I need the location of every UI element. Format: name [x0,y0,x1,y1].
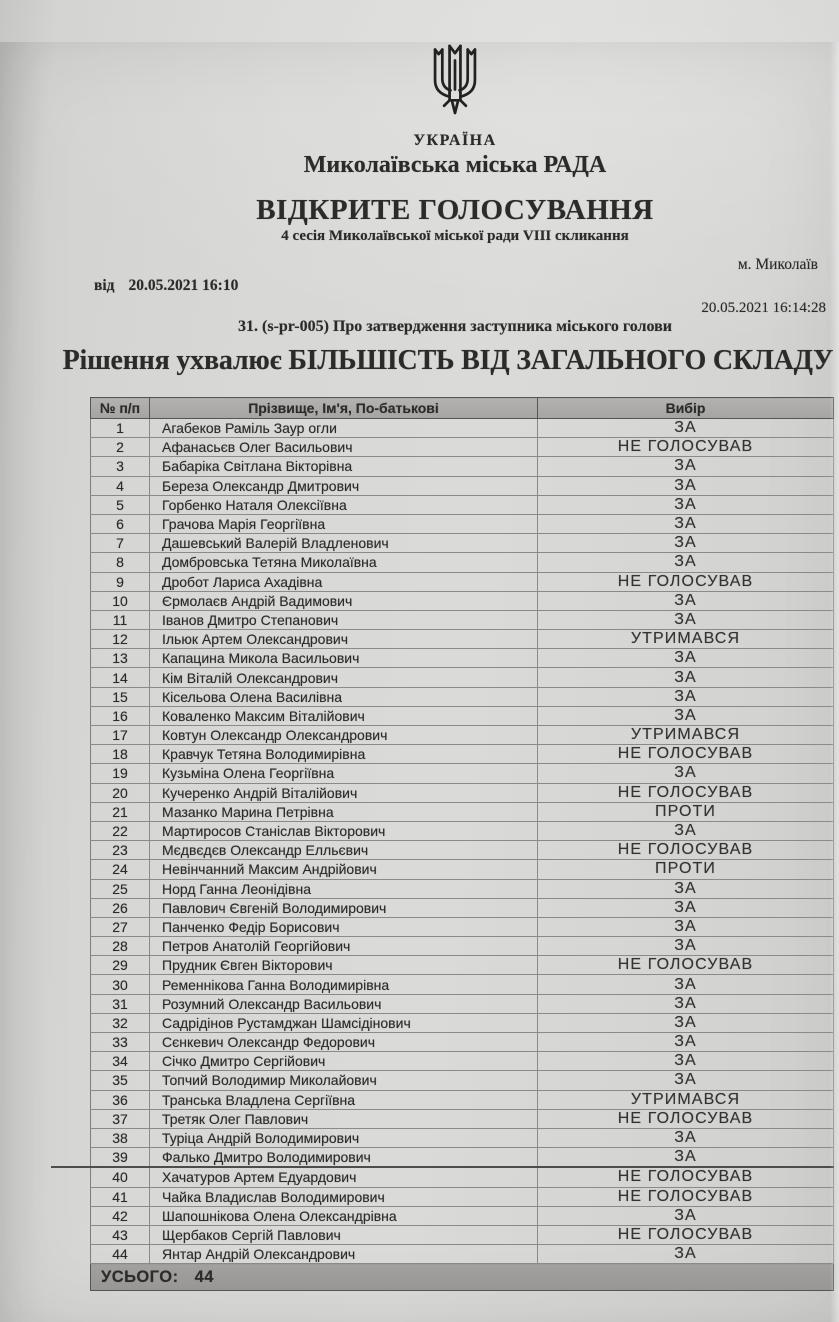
row-number: 9 [91,572,150,591]
table-row [91,726,834,745]
deputy-name: Шапошнікова Олена Олександрівна [150,1206,538,1225]
ukraine-trident-emblem [76,42,834,128]
scanned-document [0,42,839,1322]
deputy-name: Павлович Євгеній Володимирович [150,898,538,917]
vote-value: НЕ ГОЛОСУВАВ [538,783,834,802]
table-row [91,649,834,668]
deputy-name: Петров Анатолій Георгійович [150,937,538,956]
vote-value: УТРИМАВСЯ [538,1090,834,1109]
row-number: 31 [91,994,150,1013]
col-header-name: Прізвище, Ім'я, По-батькові [150,398,538,419]
table-row [91,956,834,975]
deputy-name: Іванов Дмитро Степанович [150,610,538,629]
deputy-name: Фалько Дмитро Володимирович [150,1148,538,1168]
deputy-name: Кісельова Олена Василівна [150,687,538,706]
deputy-name: Кім Віталій Олександрович [150,668,538,687]
row-number: 1 [91,419,150,438]
council-name: Миколаївська міська РАДА [303,152,607,178]
deputy-name: Транська Владлена Сергіївна [150,1090,538,1109]
deputy-name: Дашевський Валерій Владленович [150,534,538,553]
table-row [91,1148,834,1168]
deputy-name: Сєнкевич Олександр Федорович [150,1033,538,1052]
table-row [91,438,834,457]
deputy-name: Норд Ганна Леонідівна [150,879,538,898]
vote-value: НЕ ГОЛОСУВАВ [538,745,834,764]
deputy-name: Афанасьєв Олег Васильович [150,438,538,457]
row-number: 4 [91,476,150,495]
vote-value: ЗА [538,937,834,956]
vote-value: ЗА [538,1071,834,1090]
table-row [91,457,834,476]
row-number: 11 [91,610,150,629]
row-number: 18 [91,745,150,764]
table-row [91,591,834,610]
table-row [91,860,834,879]
row-number: 41 [91,1187,150,1206]
row-number: 29 [91,956,150,975]
vote-value: ЗА [538,1245,834,1264]
row-number: 43 [91,1225,150,1244]
deputy-name: Горбенко Наталя Олексіївна [150,495,538,514]
deputy-name: Панченко Федір Борисович [150,917,538,936]
row-number: 23 [91,841,150,860]
row-number: 7 [91,534,150,553]
row-number: 32 [91,1013,150,1032]
vote-value: ЗА [538,495,834,514]
city-label: м. Миколаїв [737,256,818,273]
deputy-name: Розумний Олександр Васильович [150,994,538,1013]
row-number: 24 [91,860,150,879]
vote-value: ЗА [538,553,834,572]
row-number: 36 [91,1090,150,1109]
deputy-name: Коваленко Максим Віталійович [150,706,538,725]
table-row [91,1052,834,1071]
vote-type-title: ВІДКРИТЕ ГОЛОСУВАННЯ [256,194,654,226]
from-label: від [94,277,115,294]
vote-value: ЗА [538,514,834,533]
row-number: 39 [91,1148,150,1168]
row-number: 35 [91,1071,150,1090]
table-row [91,917,834,936]
vote-value: ЗА [538,649,834,668]
row-number: 13 [91,649,150,668]
row-number: 3 [91,457,150,476]
row-number: 14 [91,668,150,687]
total-row [91,1264,834,1291]
table-row [91,802,834,821]
from-datetime: 20.05.2021 16:10 [128,277,239,294]
table-row [91,419,834,438]
deputy-name: Невінчанний Максим Андрійович [150,860,538,879]
report-timestamp: 20.05.2021 16:14:28 [701,300,826,316]
deputy-name: Хачатуров Артем Едуардович [150,1167,538,1187]
deputy-name: Дробот Лариса Ахадівна [150,572,538,591]
vote-value: ЗА [538,975,834,994]
vote-value: ЗА [538,419,834,438]
deputy-name: Садрідінов Рустамджан Шамсідінович [150,1013,538,1032]
table-row [91,476,834,495]
row-number: 30 [91,975,150,994]
vote-value: ЗА [538,1052,834,1071]
deputy-name: Щербаков Сергій Павлович [150,1225,538,1244]
row-number: 5 [91,495,150,514]
deputy-name: Мартиросов Станіслав Вікторович [150,821,538,840]
table-row [91,572,834,591]
row-number: 33 [91,1033,150,1052]
table-row [91,1109,834,1128]
vote-value: ЗА [538,821,834,840]
row-number: 21 [91,802,150,821]
vote-value: ЗА [538,917,834,936]
deputy-name: Січко Дмитро Сергійович [150,1052,538,1071]
deputy-name: Ільюк Артем Олександрович [150,630,538,649]
vote-value: ЗА [538,687,834,706]
row-number: 38 [91,1128,150,1147]
session-subtitle: 4 сесія Миколаївської міської ради VIII скликання [281,228,629,244]
vote-value: ЗА [538,1013,834,1032]
deputy-name: Кучеренко Андрій Віталійович [150,783,538,802]
vote-value: ЗА [538,1128,834,1147]
table-row [91,898,834,917]
vote-value: ЗА [538,591,834,610]
table-row [91,668,834,687]
deputy-name: Прудник Євген Вікторович [150,956,538,975]
row-number: 19 [91,764,150,783]
table-row [91,553,834,572]
vote-value: ПРОТИ [538,860,834,879]
row-number: 16 [91,706,150,725]
deputy-name: Домбровська Тетяна Миколаївна [150,553,538,572]
row-number: 27 [91,917,150,936]
table-row [91,1013,834,1032]
vote-value: ЗА [538,994,834,1013]
deputy-name: Єрмолаєв Андрій Вадимович [150,591,538,610]
vote-value: ЗА [538,668,834,687]
table-row [91,1187,834,1206]
voting-table-footer [91,1264,834,1291]
table-row [91,1071,834,1090]
table-row [91,1225,834,1244]
row-number: 34 [91,1052,150,1071]
row-number: 12 [91,630,150,649]
deputy-name: Кузьміна Олена Георгіївна [150,764,538,783]
deputy-name: Топчий Володимир Миколайович [150,1071,538,1090]
deputy-name: Агабеков Раміль Заур огли [150,419,538,438]
vote-value: НЕ ГОЛОСУВАВ [538,1167,834,1187]
total-value: 44 [194,1267,214,1286]
row-number: 40 [91,1167,150,1187]
vote-value: НЕ ГОЛОСУВАВ [538,572,834,591]
decision-rule: Рішення ухвалює БІЛЬШІСТЬ ВІД ЗАГАЛЬНОГО СКЛАДУ [62,345,834,376]
row-number: 25 [91,879,150,898]
deputy-name: Третяк Олег Павлович [150,1109,538,1128]
row-number: 2 [91,438,150,457]
vote-value: ЗА [538,457,834,476]
vote-value: НЕ ГОЛОСУВАВ [538,1187,834,1206]
row-number: 28 [91,937,150,956]
table-row [91,764,834,783]
vote-value: НЕ ГОЛОСУВАВ [538,1109,834,1128]
table-row [91,937,834,956]
vote-value: ЗА [538,764,834,783]
deputy-name: Бабаріка Світлана Вікторівна [150,457,538,476]
vote-value: ЗА [538,1206,834,1225]
row-number: 6 [91,514,150,533]
deputy-name: Ковтун Олександр Олександрович [150,726,538,745]
vote-value: НЕ ГОЛОСУВАВ [538,956,834,975]
deputy-name: Кравчук Тетяна Володимирівна [150,745,538,764]
table-row [91,610,834,629]
table-row [91,1033,834,1052]
row-number: 8 [91,553,150,572]
table-row [91,1245,834,1264]
table-row [91,1090,834,1109]
table-row [91,706,834,725]
deputy-name: Капацина Микола Васильович [150,649,538,668]
deputy-name: Мєдвєдєв Олександр Елльєвич [150,841,538,860]
vote-value: ЗА [538,879,834,898]
deputy-name: Туріца Андрій Володимирович [150,1128,538,1147]
table-row [91,630,834,649]
vote-value: УТРИМАВСЯ [538,726,834,745]
vote-value: ЗА [538,706,834,725]
table-row [91,975,834,994]
table-row [91,514,834,533]
country-name: УКРАЇНА [413,132,497,149]
table-row [91,783,834,802]
vote-value: НЕ ГОЛОСУВАВ [538,438,834,457]
table-row [91,841,834,860]
vote-value: ЗА [538,898,834,917]
vote-value: ЗА [538,534,834,553]
table-row [91,1128,834,1147]
deputy-name: Ременнікова Ганна Володимирівна [150,975,538,994]
row-number: 26 [91,898,150,917]
deputy-name: Чайка Владислав Володимирович [150,1187,538,1206]
vote-value: УТРИМАВСЯ [538,630,834,649]
row-number: 44 [91,1245,150,1264]
deputy-name: Грачова Марія Георгіївна [150,514,538,533]
document-header [62,42,834,377]
voting-table [90,397,834,1291]
deputy-name: Береза Олександр Дмитрович [150,476,538,495]
col-header-vote: Вибір [538,398,834,419]
voting-table-header [91,398,834,419]
table-row [91,1206,834,1225]
vote-value: ЗА [538,1033,834,1052]
total-label: УСЬОГО: [101,1267,179,1286]
vote-value: ЗА [538,1148,834,1168]
table-row [91,1167,834,1187]
table-row [91,687,834,706]
row-number: 42 [91,1206,150,1225]
table-row [91,745,834,764]
row-number: 22 [91,821,150,840]
table-row [91,495,834,514]
vote-value: НЕ ГОЛОСУВАВ [538,1225,834,1244]
table-row [91,821,834,840]
vote-value: ЗА [538,610,834,629]
row-number: 17 [91,726,150,745]
vote-start-datetime [76,277,834,295]
deputy-name: Янтар Андрій Олександрович [150,1245,538,1264]
row-number: 15 [91,687,150,706]
table-row [91,879,834,898]
col-header-number: № п/п [91,398,150,419]
vote-value: НЕ ГОЛОСУВАВ [538,841,834,860]
vote-value: ЗА [538,476,834,495]
table-row [91,994,834,1013]
table-row [91,534,834,553]
agenda-item: 31. (s-pr-005) Про затвердження заступника міського голови [238,318,672,335]
vote-value: ПРОТИ [538,802,834,821]
row-number: 10 [91,591,150,610]
deputy-name: Мазанко Марина Петрівна [150,802,538,821]
row-number: 37 [91,1109,150,1128]
row-number: 20 [91,783,150,802]
